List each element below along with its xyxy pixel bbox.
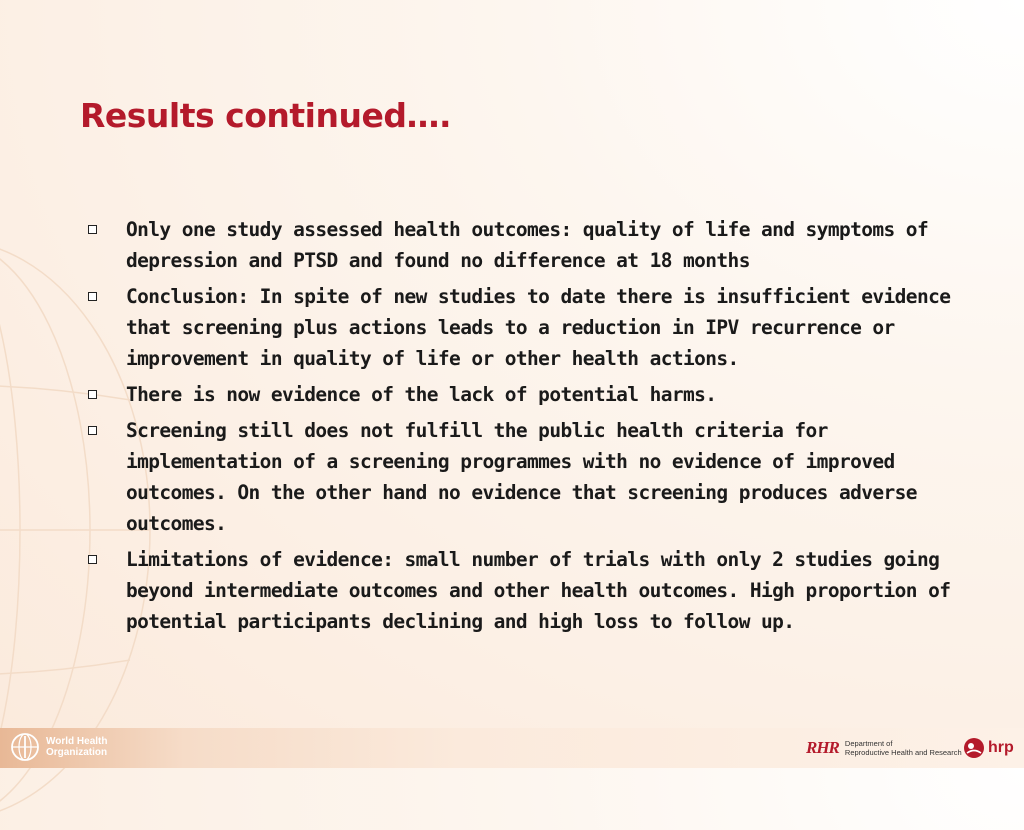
bullet-text: Only one study assessed health outcomes: quality of life and symptoms of depression and PTSD and found no difference at 18 months [126,218,929,272]
who-text-line2: Organization [46,747,108,758]
bullet-item [88,379,968,410]
bullet-item [88,281,968,374]
bullet-text: Conclusion: In spite of new studies to date there is insufficient evidence that screening plus actions leads to a reduction in IPV recurrence or improvement in quality of life or other health actions. [126,285,951,370]
square-bullet-icon [88,390,97,399]
who-logo [10,732,107,762]
bullet-text: Limitations of evidence: small number of trials with only 2 studies going beyond intermediate outcomes and other health outcomes. High proportion of potential participants declining and high loss to follow up. [126,548,951,633]
bullet-item [88,544,968,637]
hrp-logo [962,736,1014,760]
square-bullet-icon [88,292,97,301]
who-text-line1: World Health [46,736,108,747]
hrp-emblem-icon [962,736,986,760]
bullet-text: Screening still does not fulfill the public health criteria for implementation of a screening programmes with no evidence of improved outcomes. On the other hand no evidence that screening produces adverse outcomes. [126,419,917,535]
square-bullet-icon [88,225,97,234]
bullet-item [88,214,968,276]
rhr-mark: RHR [806,738,839,757]
bullet-item [88,415,968,539]
square-bullet-icon [88,426,97,435]
rhr-text-line2: Reproductive Health and Research [844,748,962,757]
square-bullet-icon [88,555,97,564]
rhr-logo [806,738,962,758]
slide-title: Results continued…. [80,96,451,135]
bullet-text: There is now evidence of the lack of potential harms. [126,383,717,406]
bullet-list [88,214,968,642]
hrp-label: hrp [988,739,1014,756]
rhr-text-line1: Department of [844,739,893,748]
who-emblem-icon [10,732,40,762]
